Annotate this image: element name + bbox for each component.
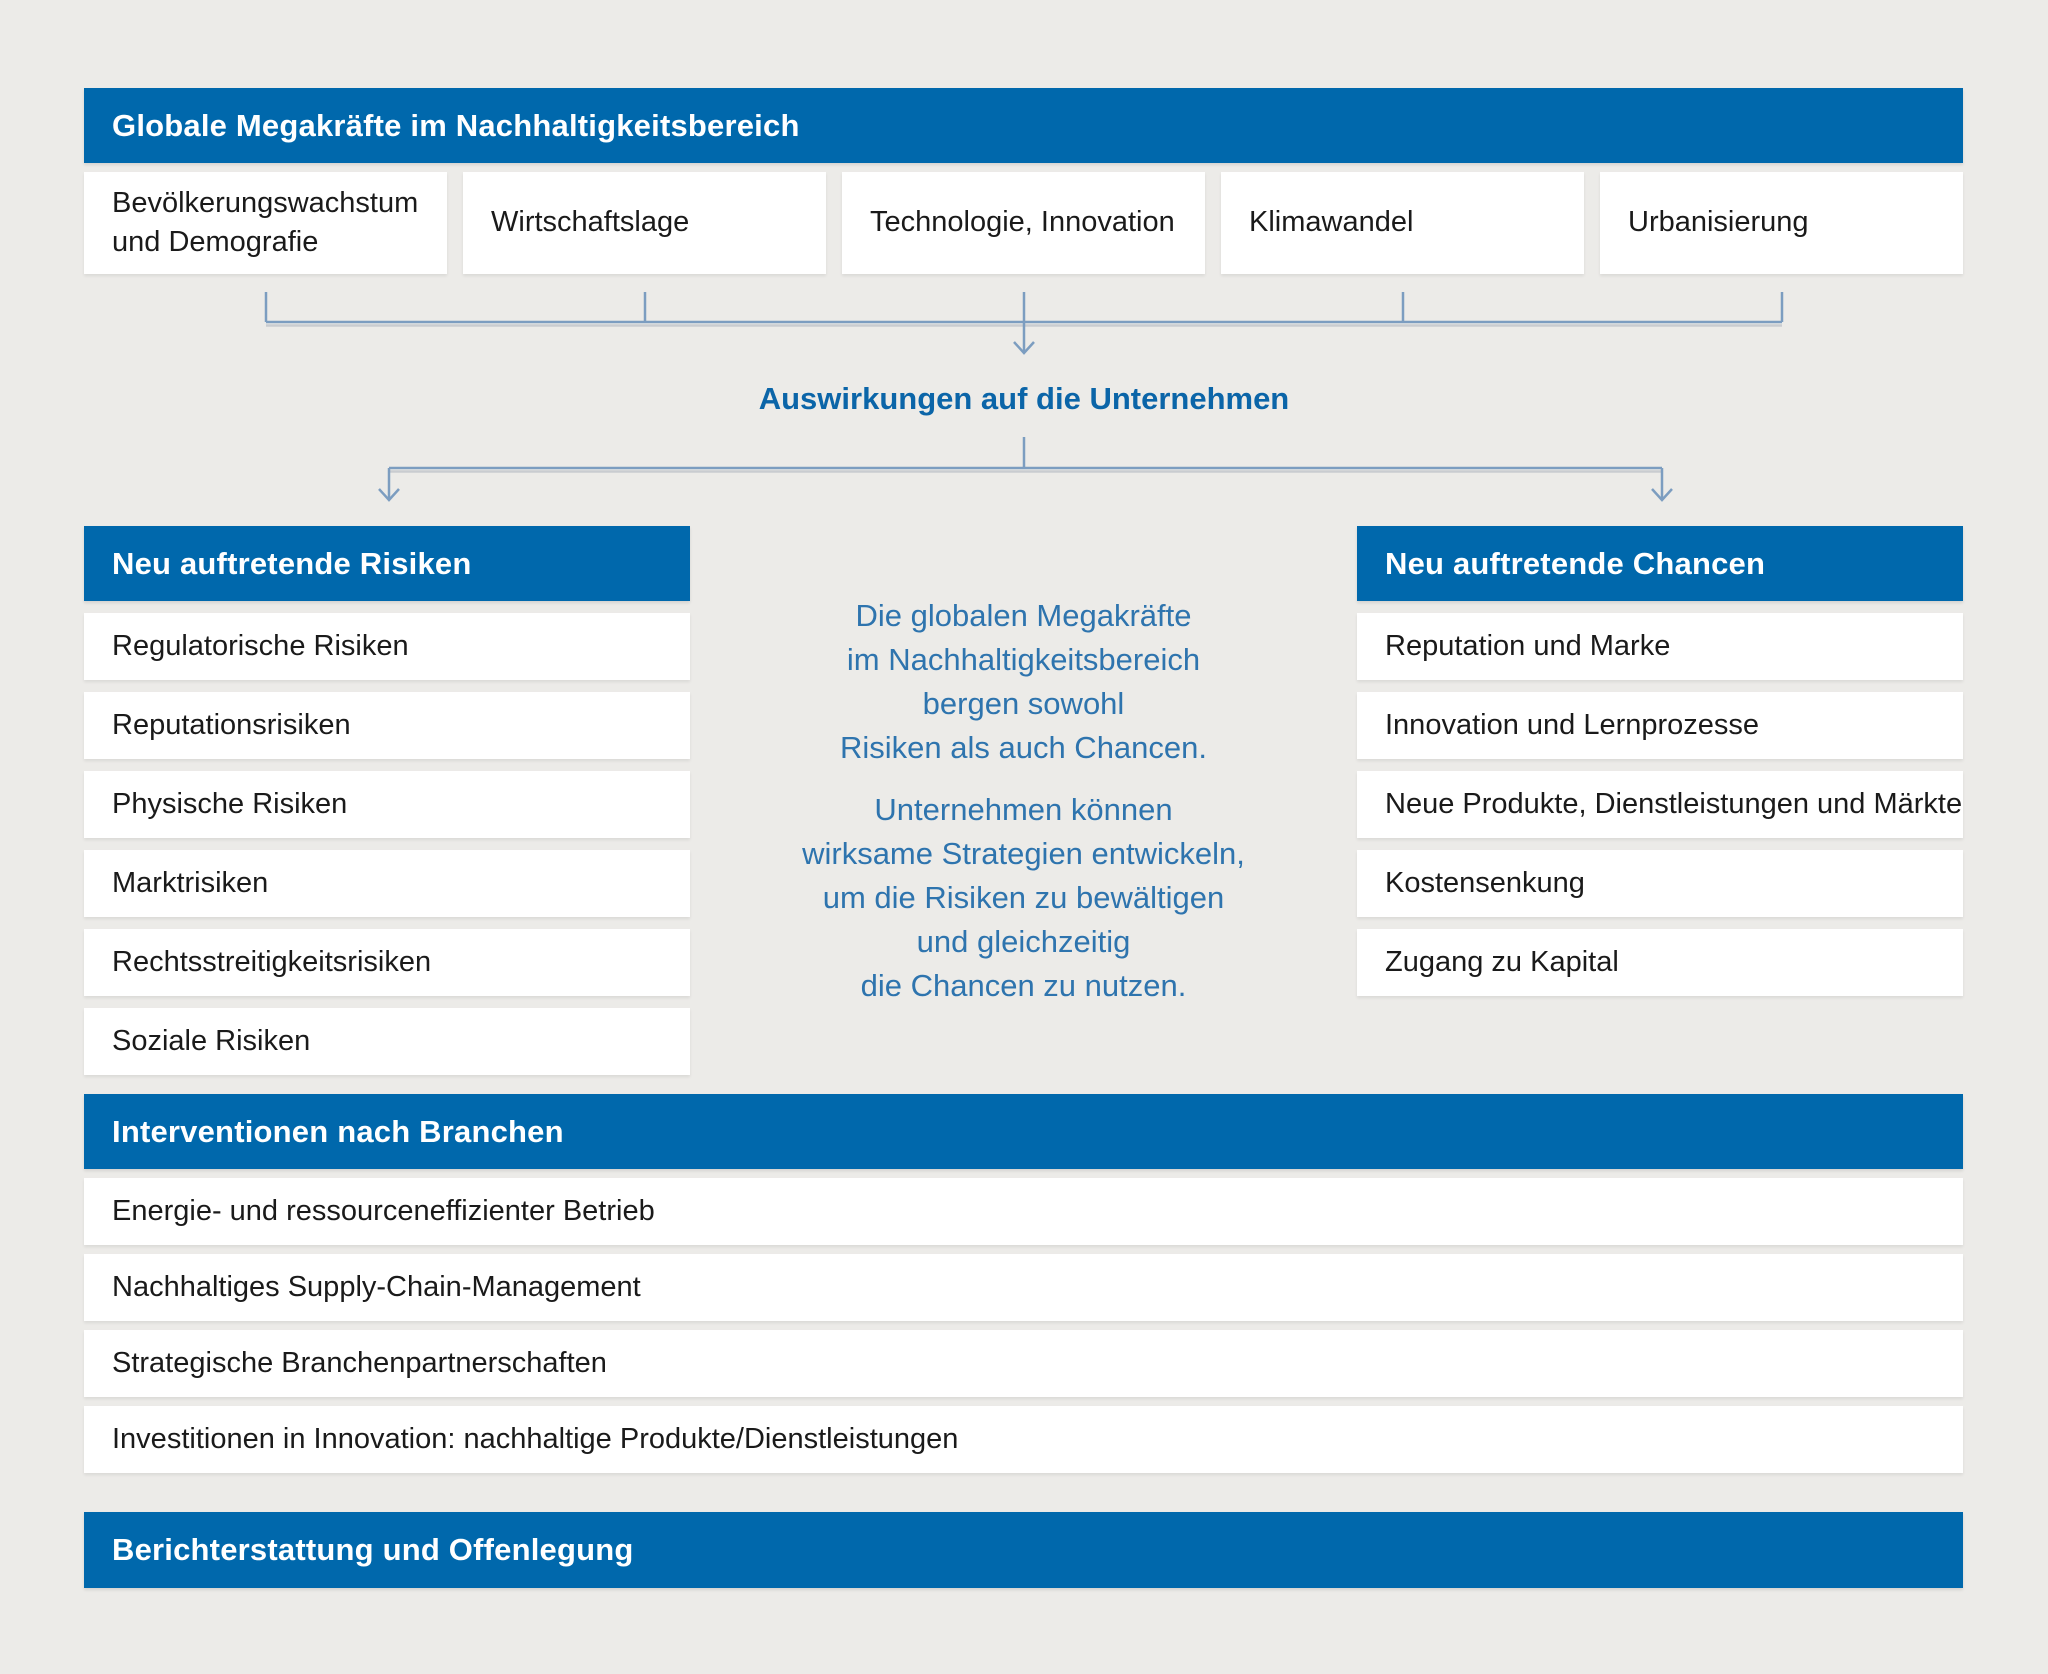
left-arrowhead: [379, 489, 399, 500]
narrative-paragraph-2: Unternehmen können wirksame Strategien entwickeln, um die Risiken zu bewältigen und gleichzeitig die Chancen zu nutzen.: [802, 792, 1245, 1003]
megaforce-box-climate: Klimawandel: [1221, 172, 1584, 274]
right-arrowhead: [1652, 489, 1672, 500]
opportunity-item-innovation-learning: Innovation und Lernprozesse: [1357, 692, 1963, 759]
interventions-section: [84, 1094, 1963, 1473]
megaforce-box-technology: Technologie, Innovation: [842, 172, 1205, 274]
opportunities-header: Neu auftretende Chancen: [1357, 526, 1963, 601]
risk-item-physical: Physische Risiken: [84, 771, 690, 838]
narrative-paragraph-1: Die globalen Megakräfte im Nachhaltigkeitsbereich bergen sowohl Risiken als auch Chancen.: [839, 598, 1208, 765]
risks-column: [84, 526, 690, 1075]
risk-item-litigation: Rechtsstreitigkeitsrisiken: [84, 929, 690, 996]
intervention-item-energy-efficiency: Energie- und ressourceneffizienter Betrieb: [84, 1178, 1963, 1245]
intervention-item-innovation-investment: Investitionen in Innovation: nachhaltige Produkte/Dienstleistungen: [84, 1406, 1963, 1473]
risk-item-regulatory: Regulatorische Risiken: [84, 613, 690, 680]
megaforce-box-economy: Wirtschaftslage: [463, 172, 826, 274]
intervention-item-partnerships: Strategische Branchenpartnerschaften: [84, 1330, 1963, 1397]
risks-header: Neu auftretende Risiken: [84, 526, 690, 601]
risk-item-social: Soziale Risiken: [84, 1008, 690, 1075]
reporting-disclosure-header: Berichterstattung und Offenlegung: [84, 1512, 1963, 1588]
impact-on-companies-label: Auswirkungen auf die Unternehmen: [758, 381, 1290, 416]
opportunity-item-new-products: Neue Produkte, Dienstleistungen und Märkte: [1357, 771, 1963, 838]
opportunity-item-reputation-brand: Reputation und Marke: [1357, 613, 1963, 680]
opportunity-item-cost-reduction: Kostensenkung: [1357, 850, 1963, 917]
global-megaforces-header: [84, 88, 1963, 163]
narrative-text: [690, 594, 1357, 1026]
megaforce-box-population: Bevölkerungswachstum und Demografie: [84, 172, 447, 274]
opportunities-column: [1357, 526, 1963, 996]
centre-arrowhead: [1014, 342, 1034, 353]
megaforce-box-urbanisation: Urbanisierung: [1600, 172, 1963, 274]
risk-item-reputation: Reputationsrisiken: [84, 692, 690, 759]
global-megaforces-header-label: Globale Megakräfte im Nachhaltigkeitsbereich: [112, 107, 800, 143]
megaforces-row: [84, 172, 1963, 274]
intervention-item-supply-chain: Nachhaltiges Supply-Chain-Management: [84, 1254, 1963, 1321]
opportunity-item-capital-access: Zugang zu Kapital: [1357, 929, 1963, 996]
interventions-header: Interventionen nach Branchen: [84, 1094, 1963, 1169]
risk-item-market: Marktrisiken: [84, 850, 690, 917]
